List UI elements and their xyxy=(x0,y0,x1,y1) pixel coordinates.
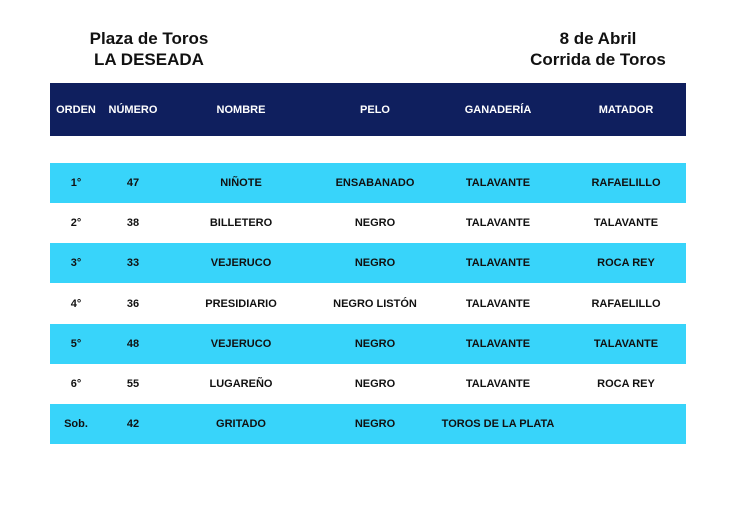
cell-ganaderia: TALAVANTE xyxy=(465,257,531,269)
cell-nombre: BILLETERO xyxy=(209,217,273,229)
column-header-ganaderia: GANADERÍA xyxy=(464,103,532,116)
venue-line1: Plaza de Toros xyxy=(89,29,209,48)
cell-ganaderia: TALAVANTE xyxy=(465,177,531,189)
cell-pelo: NEGRO xyxy=(354,378,396,390)
cell-pelo: ENSABANADO xyxy=(335,177,415,189)
table-row xyxy=(50,243,686,283)
column-header-nombre: NOMBRE xyxy=(216,103,266,116)
cell-pelo: NEGRO xyxy=(354,338,396,350)
column-header-numero: NÚMERO xyxy=(108,103,158,116)
cell-numero: 33 xyxy=(126,257,140,269)
cell-orden: Sob. xyxy=(64,418,88,430)
cell-nombre: VEJERUCO xyxy=(210,257,272,269)
cell-orden: 2° xyxy=(70,217,82,229)
cell-numero: 55 xyxy=(126,378,140,390)
cell-ganaderia: TALAVANTE xyxy=(465,217,531,229)
event-date: 8 de Abril xyxy=(559,29,637,48)
cell-nombre: NIÑOTE xyxy=(220,177,262,189)
cell-nombre: VEJERUCO xyxy=(210,338,272,350)
column-header-orden: ORDEN xyxy=(56,103,96,116)
table-row xyxy=(50,203,686,243)
cell-matador: ROCA REY xyxy=(597,378,655,390)
cell-matador: TALAVANTE xyxy=(593,217,659,229)
cell-numero: 36 xyxy=(126,298,140,310)
cell-matador: TALAVANTE xyxy=(593,338,659,350)
event-title xyxy=(498,28,698,70)
table-row xyxy=(50,404,686,444)
cell-numero: 38 xyxy=(126,217,140,229)
cell-matador: RAFAELILLO xyxy=(591,177,661,189)
cell-ganaderia: TALAVANTE xyxy=(465,378,531,390)
cell-ganaderia: TOROS DE LA PLATA xyxy=(441,418,555,430)
cell-pelo: NEGRO xyxy=(354,257,396,269)
column-header-pelo: PELO xyxy=(360,103,390,116)
cell-numero: 42 xyxy=(126,418,140,430)
cell-nombre: LUGAREÑO xyxy=(209,378,273,390)
table-header xyxy=(50,83,686,136)
table-row xyxy=(50,324,686,364)
table-row xyxy=(50,163,686,203)
cell-ganaderia: TALAVANTE xyxy=(465,338,531,350)
cell-numero: 47 xyxy=(126,177,140,189)
cell-numero: 48 xyxy=(126,338,140,350)
venue-name: LA DESEADA xyxy=(94,50,204,69)
table-row xyxy=(50,364,686,404)
venue-title xyxy=(49,28,249,70)
cell-nombre: PRESIDIARIO xyxy=(205,298,277,310)
cell-ganaderia: TALAVANTE xyxy=(465,298,531,310)
cell-orden: 1° xyxy=(70,177,82,189)
event-type: Corrida de Toros xyxy=(530,50,666,69)
cell-nombre: GRITADO xyxy=(216,418,266,430)
cell-matador: ROCA REY xyxy=(597,257,655,269)
cell-orden: 6° xyxy=(70,378,82,390)
cell-pelo: NEGRO xyxy=(354,418,396,430)
cell-matador xyxy=(576,404,676,444)
cell-orden: 5° xyxy=(70,338,82,350)
column-header-matador: MATADOR xyxy=(598,103,654,116)
cell-pelo: NEGRO LISTÓN xyxy=(333,298,417,310)
cell-orden: 3° xyxy=(70,257,82,269)
cell-matador: RAFAELILLO xyxy=(591,298,661,310)
cell-pelo: NEGRO xyxy=(354,217,396,229)
table-row xyxy=(50,284,686,324)
cell-orden: 4° xyxy=(70,298,82,310)
